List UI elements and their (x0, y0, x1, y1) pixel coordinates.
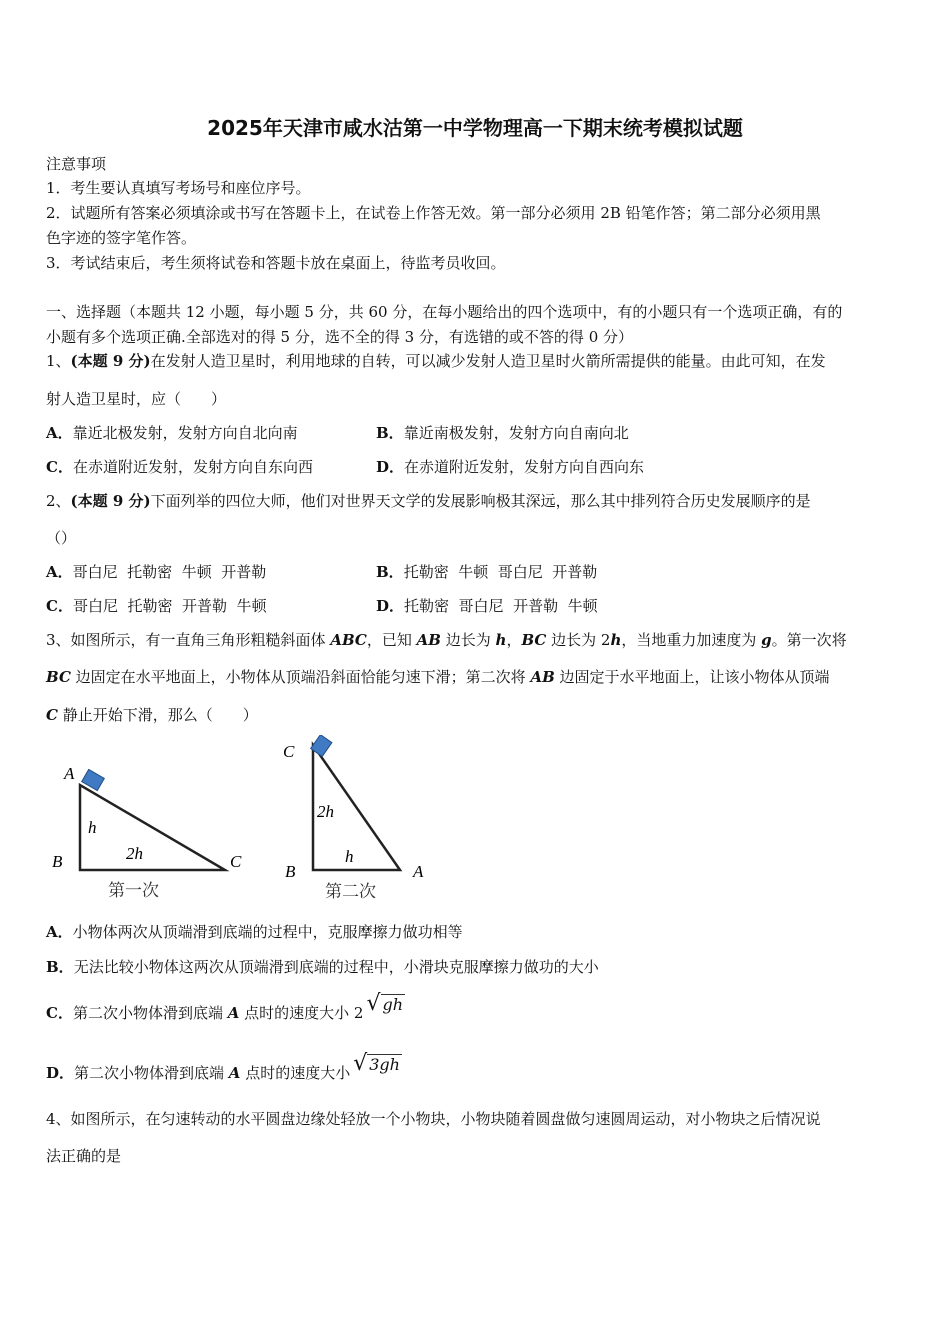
label-2h: 2h (126, 844, 143, 863)
text: 边固定于水平地面上，让该小物体从顶端 (554, 668, 830, 686)
sqrt-radicand: gh (382, 995, 404, 1014)
text: 。第一次将 (771, 631, 847, 649)
text: 3、如图所示，有一直角三角形粗糙斜面体 (46, 631, 331, 649)
label-h: h (345, 847, 354, 866)
var: h (610, 631, 622, 649)
option-text: 哥白尼 托勒密 开普勒 牛顿 (72, 597, 267, 615)
question-points: (本题 9 分) (70, 492, 151, 510)
var: BC (46, 668, 71, 686)
var: AB (416, 631, 441, 649)
figure-first-placement (40, 755, 260, 910)
var: g (761, 631, 772, 649)
option-c[interactable] (46, 455, 313, 479)
option-d[interactable] (376, 594, 598, 618)
option-letter: C． (46, 597, 73, 615)
option-c[interactable] (46, 991, 405, 1025)
option-letter: B． (376, 563, 404, 581)
question-2 (46, 489, 811, 513)
option-a[interactable] (46, 421, 298, 445)
text: ，当地重力加速度为 (621, 631, 762, 649)
question-number: 1、 (46, 352, 71, 370)
var: h (495, 631, 507, 649)
question-points: (本题 9 分) (70, 352, 151, 370)
option-b[interactable] (376, 560, 597, 584)
option-text: 在赤道附近发射，发射方向自东向西 (72, 458, 313, 476)
option-letter: C． (46, 458, 73, 476)
caption: 第一次 (108, 881, 159, 900)
question-text: 下面列举的四位大师，他们对世界天文学的发展影响极其深远，那么其中排列符合历史发展顺序的是 (150, 492, 811, 510)
option-d[interactable] (376, 455, 644, 479)
option-letter: B． (46, 958, 74, 976)
option-text: 小物体两次从顶端滑到底端的过程中，克服摩擦力做功相等 (72, 923, 463, 941)
var: ABC (330, 631, 367, 649)
option-letter: D． (376, 597, 405, 615)
option-text: 靠近北极发射，发射方向自北向南 (72, 424, 298, 442)
option-d[interactable] (46, 1051, 402, 1085)
text: ，已知 (366, 631, 417, 649)
text: 静止开始下滑，那么（ ） (57, 706, 258, 724)
label-b: B (52, 852, 63, 871)
var: AB (530, 668, 555, 686)
option-text: 哥白尼 托勒密 牛顿 开普勒 (72, 563, 267, 581)
option-text: 无法比较小物体这两次从顶端滑到底端的过程中，小滑块克服摩擦力做功的大小 (73, 958, 599, 976)
question-3-cont (46, 665, 830, 689)
text: 边长为 (440, 631, 496, 649)
option-text: 第二次小物体滑到底端 (74, 1064, 229, 1082)
text: 边长为 2 (546, 631, 611, 649)
question-1 (46, 349, 826, 373)
option-a[interactable] (46, 920, 463, 944)
var: BC (521, 631, 547, 649)
section-heading-cont: 小题有多个选项正确.全部选对的得 5 分，选不全的得 3 分，有选错的或不答的得 0 分） (46, 328, 634, 346)
notice-item: 色字迹的签字笔作答。 (46, 229, 197, 247)
option-text: 托勒密 牛顿 哥白尼 开普勒 (403, 563, 598, 581)
option-text: 托勒密 哥白尼 开普勒 牛顿 (404, 597, 598, 615)
option-letter: B． (376, 424, 404, 442)
option-text: 靠近南极发射，发射方向自南向北 (403, 424, 629, 442)
option-text: 点时的速度大小 2 (239, 1004, 364, 1022)
option-letter: A． (46, 563, 73, 581)
question-1-cont: 射人造卫星时，应（ ） (46, 390, 227, 408)
option-letter: A． (46, 923, 73, 941)
option-text: 在赤道附近发射，发射方向自西向东 (404, 458, 645, 476)
caption: 第二次 (325, 882, 376, 901)
question-4-cont: 法正确的是 (46, 1147, 122, 1165)
option-text: 点时的速度大小 (240, 1064, 351, 1082)
sqrt-radicand: 3gh (369, 1055, 400, 1074)
notice-heading: 注意事项 (46, 155, 107, 173)
question-3 (46, 628, 847, 652)
label-c: C (283, 742, 295, 761)
label-a: A (413, 862, 424, 881)
notice-item: 3．考试结束后，考生须将试卷和答题卡放在桌面上，待监考员收回。 (46, 254, 506, 272)
triangle (80, 785, 225, 870)
question-text: 在发射人造卫星时，利用地球的自转，可以减少发射人造卫星时火箭所需提供的能量。由此可知，在发 (150, 352, 826, 370)
option-letter: A． (46, 424, 73, 442)
option-text: 第二次小物体滑到底端 (72, 1004, 228, 1022)
option-c[interactable] (46, 594, 267, 618)
label-c: C (230, 852, 242, 871)
notice-item: 2．试题所有答案必须填涂或书写在答题卡上，在试卷上作答无效。第一部分必须用 2B 铅笔作答；第二部分必须用黑 (46, 204, 821, 222)
text: ， (506, 631, 522, 649)
text: 边固定在水平地面上，小物体从顶端沿斜面恰能匀速下滑；第二次将 (70, 668, 531, 686)
sqrt-expression: √ gh (366, 991, 404, 1016)
option-letter: D． (376, 458, 405, 476)
question-3-cont (46, 703, 258, 727)
notice-item: 1．考生要认真填写考场号和座位序号。 (46, 179, 311, 197)
label-b: B (285, 862, 296, 881)
label-2h: 2h (317, 802, 334, 821)
var: A (227, 1004, 240, 1022)
question-4: 4、如图所示，在匀速转动的水平圆盘边缘处轻放一个小物块，小物块随着圆盘做匀速圆周运动，对小物块之后情况说 (46, 1110, 821, 1128)
question-2-cont: （） (46, 529, 77, 547)
option-letter: D． (46, 1064, 75, 1082)
option-b[interactable] (46, 955, 599, 979)
label-h: h (88, 818, 97, 837)
figure-second-placement (275, 735, 445, 910)
question-number: 2、 (46, 492, 71, 510)
sqrt-expression: √ 3gh (353, 1051, 400, 1076)
page-title: 2025年天津市咸水沽第一中学物理高一下期末统考模拟试题 (207, 116, 743, 140)
option-b[interactable] (376, 421, 629, 445)
section-heading: 一、选择题（本题共 12 小题，每小题 5 分，共 60 分，在每小题给出的四个选项中，有的小题只有一个选项正确，有的 (46, 303, 843, 321)
label-a: A (64, 764, 75, 783)
option-letter: C． (46, 1004, 73, 1022)
var: A (228, 1064, 241, 1082)
var: C (46, 706, 58, 724)
option-a[interactable] (46, 560, 266, 584)
